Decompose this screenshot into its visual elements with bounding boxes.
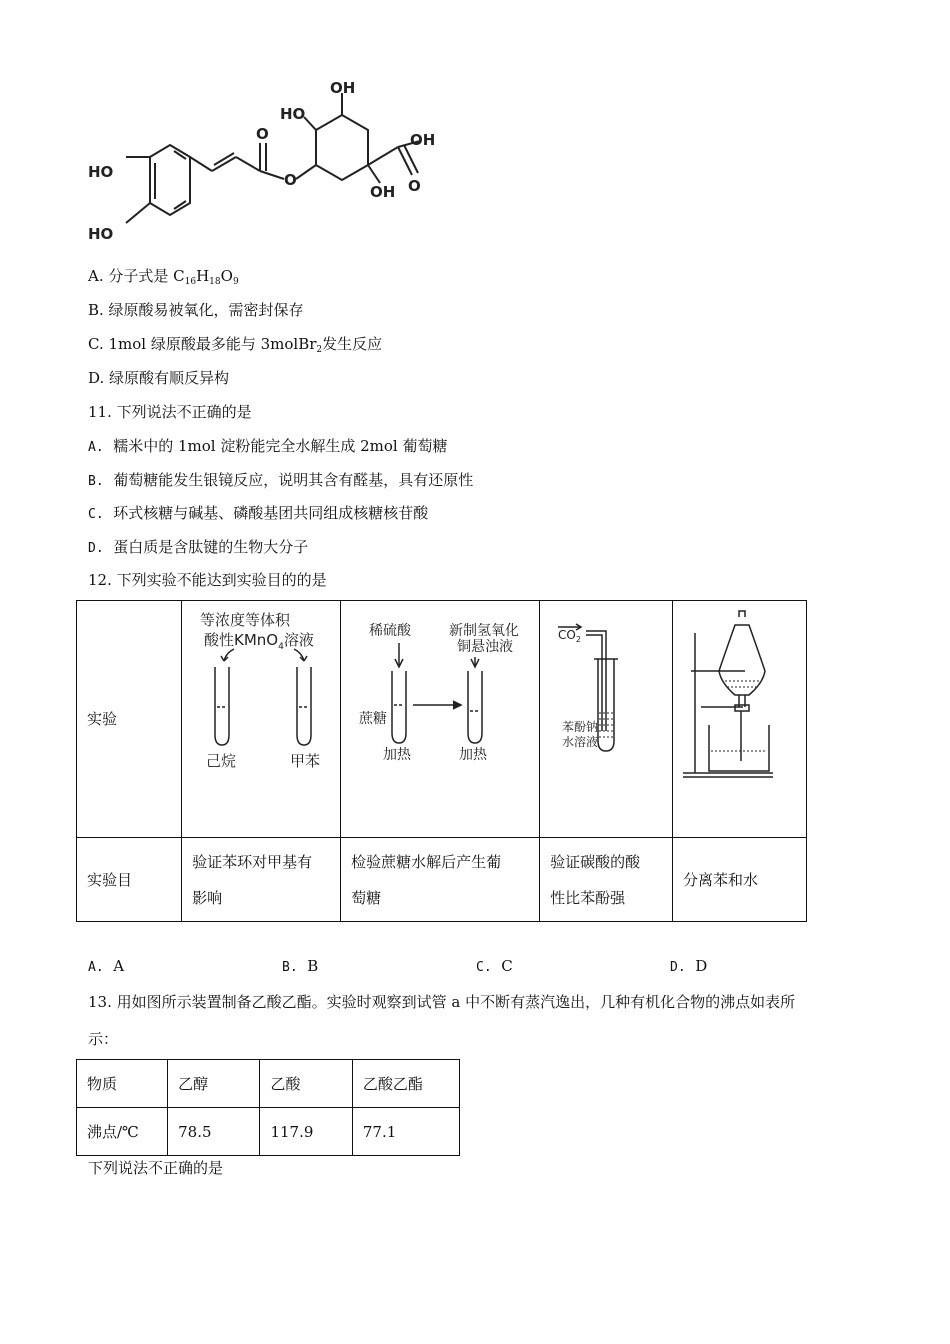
q10-option-a: A. 分子式是 $C_{16}H_{18}O_9$ [88,267,239,287]
table-cell: 沸点/℃ [77,1108,168,1156]
q10-option-b: B. 绿原酸易被氧化，需密封保存 [88,301,304,319]
purpose-c: 验证碳酸的酸 性比苯酚强 [540,838,673,922]
fig-co2-phenoxide [540,601,670,833]
fig-cell-d [673,601,807,838]
fig-permanganate-tubes [182,601,338,833]
svg-text:蔗糖: 蔗糖 [359,711,388,727]
q12-choice-c: C. C [476,957,513,975]
table-cell: 117.9 [260,1108,352,1156]
q10-option-c: C. 1mol 绿原酸最多能与 3molBr$_2$发生反应 [88,335,383,355]
table-header-cell: 物质 [77,1060,168,1108]
q10-option-d: D. 绿原酸有顺反异构 [88,369,230,387]
q11-option-b: B. 葡萄糖能发生银镜反应，说明其含有醛基，具有还原性 [88,471,474,489]
chlorogenic-acid-structure [80,75,450,255]
svg-text:水溶液: 水溶液 [562,735,599,749]
atom-label: OH [370,183,396,201]
atom-label: O [256,125,269,143]
svg-text:等浓度等体积: 等浓度等体积 [200,611,291,629]
table-header-cell: 乙酸乙酯 [352,1060,459,1108]
svg-text:稀硫酸: 稀硫酸 [369,623,412,639]
atom-label: HO [280,105,306,123]
row-label-purpose: 实验目 [77,838,182,922]
q11-stem: 11. 下列说法不正确的是 [88,403,252,421]
q13-stem: 13. 用如图所示装置制备乙酸乙酯。实验时观察到试管 a 中不断有蒸汽逸出，几种有机化合物的沸点如表所 [88,993,796,1011]
purpose-d: 分离苯和水 [673,838,807,922]
svg-text:加热: 加热 [383,747,412,763]
svg-text:甲苯: 甲苯 [290,752,321,770]
svg-text:己烷: 己烷 [206,752,237,770]
q12-choice-d: D. D [670,957,708,975]
table-header-cell: 乙醇 [168,1060,260,1108]
purpose-a: 验证苯环对甲基有 影响 [182,838,341,922]
atom-label: OH [410,131,436,149]
table-cell: 78.5 [168,1108,260,1156]
svg-text:加热: 加热 [459,747,488,763]
row-label-experiment: 实验 [77,601,182,838]
table-header-cell: 乙酸 [260,1060,352,1108]
q11-option-c: C. 环式核糖与碱基、磷酸基团共同组成核糖核苷酸 [88,504,429,522]
svg-text:新制氢氧化: 新制氢氧化 [449,623,520,639]
svg-text:铜悬浊液: 铜悬浊液 [457,639,514,655]
fig-separatory-funnel [673,601,804,833]
fig-cell-b [341,601,540,838]
svg-text:CO2: $CO_2$ [558,628,581,644]
q11-option-d: D. 蛋白质是含肽键的生物大分子 [88,538,309,556]
atom-label: O [284,171,297,189]
q12-stem: 12. 下列实验不能达到实验目的的是 [88,571,327,589]
svg-text:酸性KMnO4溶液: 酸性KMnO$_4$溶液 [204,631,315,652]
svg-text:苯酚钠: 苯酚钠 [562,720,599,734]
q12-choice-b: B. B [282,957,319,975]
fig-cell-c [540,601,673,838]
purpose-b: 检验蔗糖水解后产生葡 萄糖 [341,838,540,922]
atom-label: O [408,177,421,195]
q13-stem-continued: 示： [88,1030,119,1048]
q13-followup: 下列说法不正确的是 [88,1159,224,1177]
boiling-point-table [76,1059,460,1156]
q12-experiment-table [76,600,807,922]
fig-sucrose-hydrolysis [341,601,537,833]
q11-option-a: A. 糯米中的 1mol 淀粉能完全水解生成 2mol 葡萄糖 [88,437,448,455]
q12-choice-a: A. A [88,957,125,975]
atom-label: OH [330,79,356,97]
fig-cell-a [182,601,341,838]
table-cell: 77.1 [352,1108,459,1156]
atom-label: HO [88,163,114,181]
atom-label: HO [88,225,114,243]
